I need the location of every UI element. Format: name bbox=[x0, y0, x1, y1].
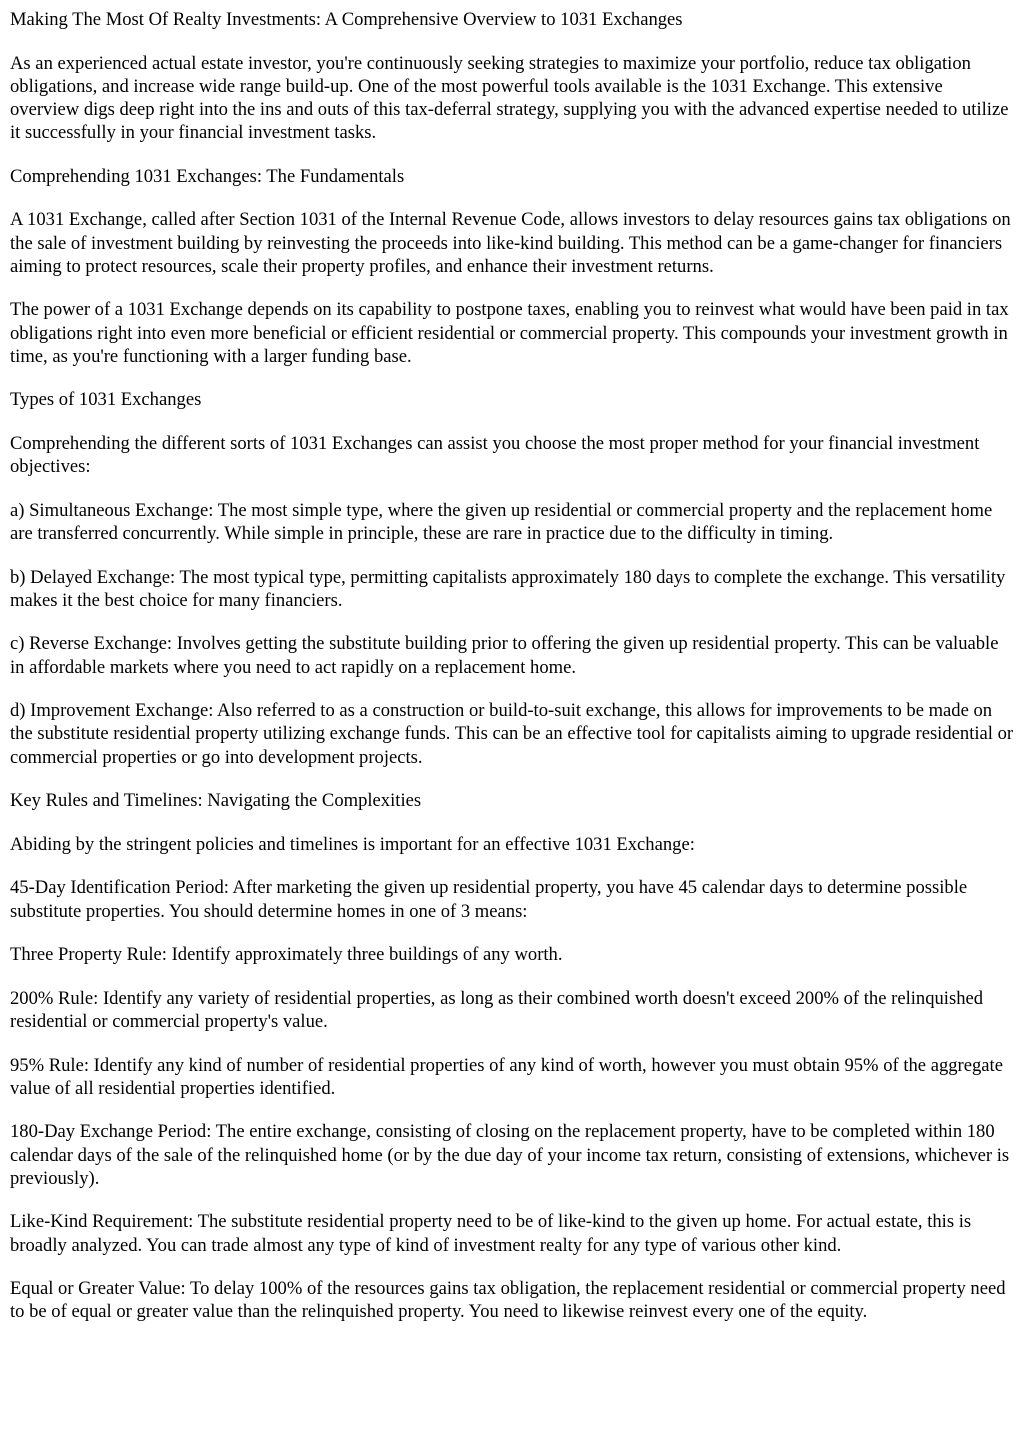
fundamentals-paragraph-1: A 1031 Exchange, called after Section 1031 of the Internal Revenue Code, allows investors to delay resources gains tax obligations on the sale of investment building by reinvesting the proceeds into like-kind building. This method can be a game-changer for financiers aiming to protect resources, scale their property profiles, and enhance their investment returns. bbox=[10, 209, 1011, 277]
rule-three-property: Three Property Rule: Identify approximately three buildings of any worth. bbox=[10, 944, 563, 966]
rule-200-percent: 200% Rule: Identify any variety of residential properties, as long as their combined worth doesn't exceed 200% of the relinquished residential or commercial property's value. bbox=[10, 987, 984, 1032]
fundamentals-paragraph-2: The power of a 1031 Exchange depends on its capability to postpone taxes, enabling you to reinvest what would have been paid in tax obligations right into even more beneficial or efficient residential or commercial property. This compounds your investment growth in time, as you're functioning with a larger funding base. bbox=[10, 299, 1009, 367]
type-item-improvement: d) Improvement Exchange: Also referred to as a construction or build-to-suit exchange, this allows for improvements to be made on the substitute residential property utilizing exchange funds. This can be an effective tool for capitalists aiming to upgrade residential or commercial properties or go into development projects. bbox=[10, 700, 1014, 768]
rule-equal-or-greater-value: Equal or Greater Value: To delay 100% of the resources gains tax obligation, the replacement residential or commercial property need to be of equal or greater value than the relinquished property. You need to likewise reinvest every one of the equity. bbox=[10, 1278, 1006, 1323]
rule-like-kind: Like-Kind Requirement: The substitute residential property need to be of like-kind to the given up home. For actual estate, this is broadly analyzed. You can trade almost any type of kind of investment realty for any type of various other kind. bbox=[10, 1211, 972, 1256]
section-heading-types: Types of 1031 Exchanges bbox=[10, 389, 202, 411]
section-heading-fundamentals: Comprehending 1031 Exchanges: The Fundamentals bbox=[10, 165, 405, 187]
article-title: Making The Most Of Realty Investments: A Comprehensive Overview to 1031 Exchanges bbox=[10, 9, 683, 30]
intro-paragraph: As an experienced actual estate investor, you're continuously seeking strategies to maximize your portfolio, reduce tax obligation obligations, and increase wide range build-up. One of the most powerful tools available is the 1031 Exchange. This extensive overview digs deep right into the ins and outs of this tax-deferral strategy, supplying you with the advanced expertise needed to utilize it successfully in your financial investment tasks. bbox=[10, 52, 1009, 144]
section-heading-rules: Key Rules and Timelines: Navigating the Complexities bbox=[10, 790, 422, 812]
type-item-delayed: b) Delayed Exchange: The most typical type, permitting capitalists approximately 180 days to complete the exchange. This versatility makes it the best choice for many financiers. bbox=[10, 566, 1006, 611]
rules-intro-paragraph: Abiding by the stringent policies and timelines is important for an effective 1031 Exchange: bbox=[10, 833, 695, 855]
type-item-reverse: c) Reverse Exchange: Involves getting the substitute building prior to offering the given up residential property. This can be valuable in affordable markets where you need to act rapidly on a replacement home. bbox=[10, 633, 999, 678]
type-item-simultaneous: a) Simultaneous Exchange: The most simple type, where the given up residential or commercial property and the replacement home are transferred concurrently. While simple in principle, these are rare in practice due to the difficulty in timing. bbox=[10, 499, 993, 544]
rule-45-day-identification: 45-Day Identification Period: After marketing the given up residential property, you have 45 calendar days to determine possible substitute properties. You should determine homes in one of 3 means: bbox=[10, 877, 968, 922]
rule-180-day-exchange: 180-Day Exchange Period: The entire exchange, consisting of closing on the replacement property, have to be completed within 180 calendar days of the sale of the relinquished home (or by the due day of your income tax return, consisting of extensions, whichever is previously). bbox=[10, 1121, 1010, 1189]
types-intro-paragraph: Comprehending the different sorts of 1031 Exchanges can assist you choose the most proper method for your financial investment objectives: bbox=[10, 432, 980, 478]
rule-95-percent: 95% Rule: Identify any kind of number of residential properties of any kind of worth, however you must obtain 95% of the aggregate value of all residential properties identified. bbox=[10, 1054, 1003, 1099]
